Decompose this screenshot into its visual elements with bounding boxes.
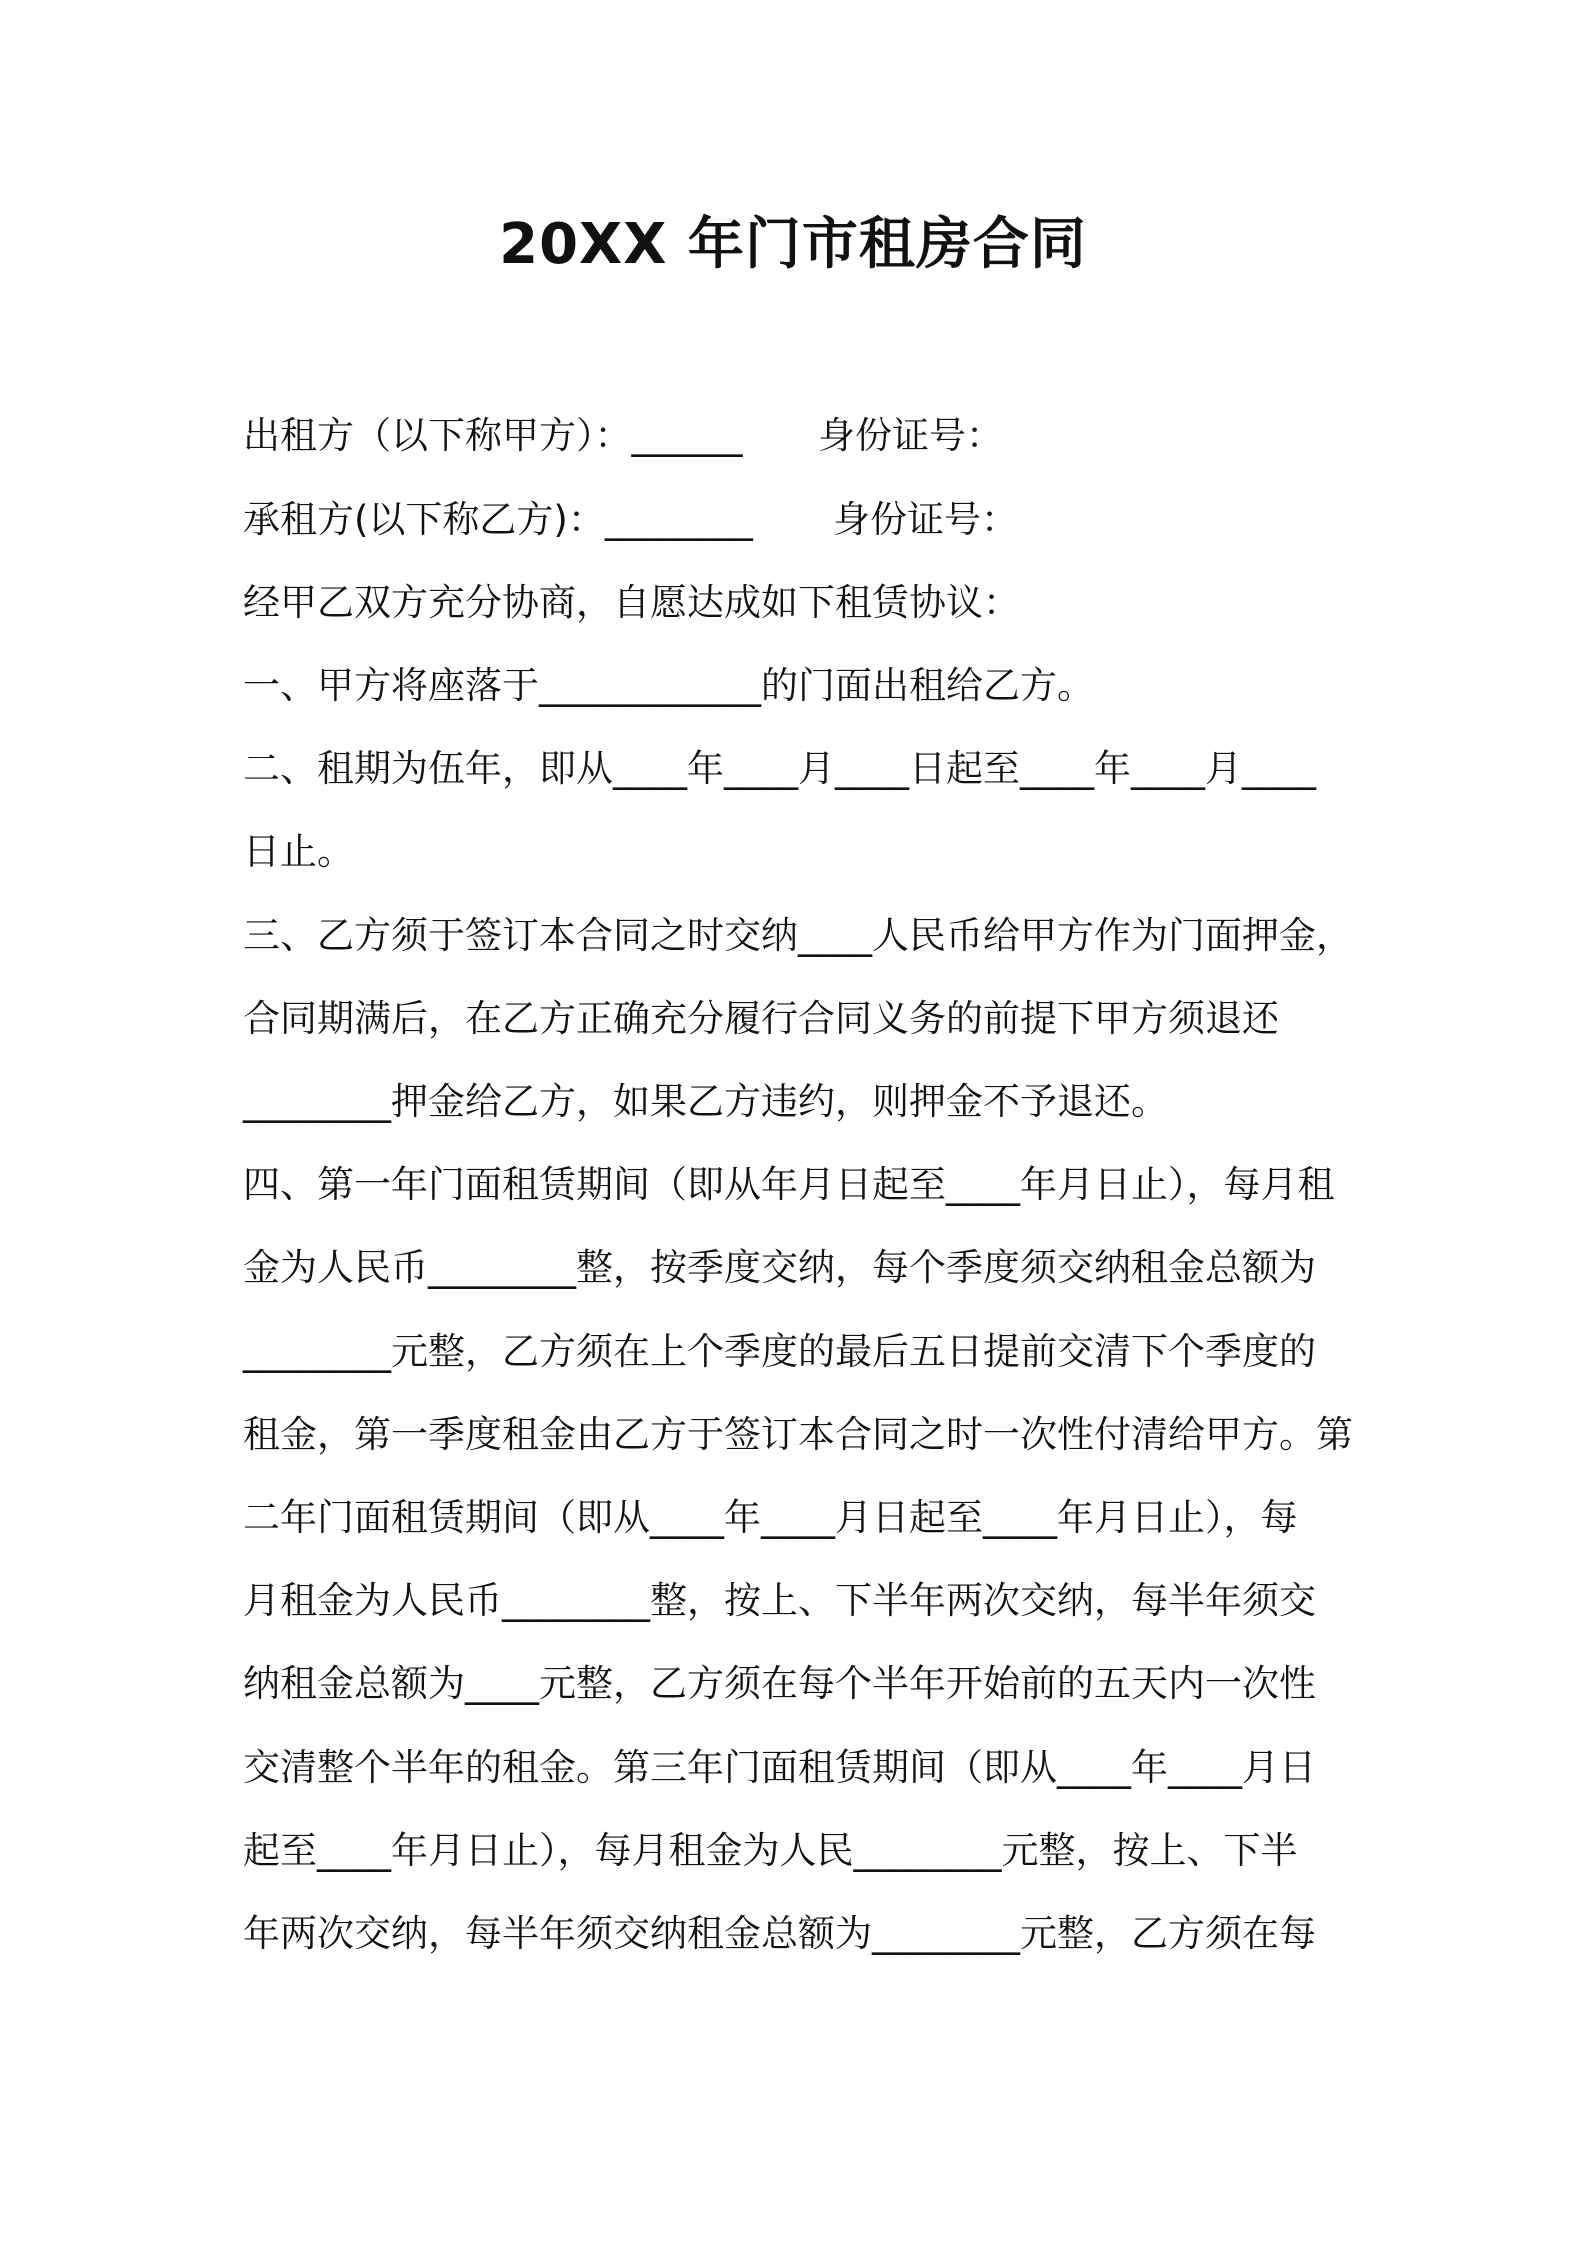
party-a-id-label: 身份证号： [818, 414, 1003, 457]
body-line: 起至____年月日止），每月租金为人民________元整，按上、下半 [243, 1829, 1298, 1872]
body-line: 一、甲方将座落于____________的门面出租给乙方。 [243, 664, 1094, 707]
body-line: 租金，第一季度租金由乙方于签订本合同之时一次性付清给甲方。第 [243, 1413, 1353, 1456]
body-line: 月租金为人民币________整，按上、下半年两次交纳，每半年须交 [243, 1579, 1316, 1622]
body-line: 金为人民币________整，按季度交纳，每个季度须交纳租金总额为 [243, 1246, 1316, 1289]
body-line: 纳租金总额为____元整，乙方须在每个半年开始前的五天内一次性 [243, 1662, 1316, 1705]
body-line: 二、租期为伍年，即从____年____月____日起至____年____月____ [243, 747, 1316, 790]
document-title: 20XX 年门市租房合同 [499, 212, 1087, 277]
party-b-id-label: 身份证号： [833, 498, 1018, 541]
body-line: 合同期满后，在乙方正确充分履行合同义务的前提下甲方须退还 [243, 997, 1279, 1040]
body-line: 交清整个半年的租金。第三年门面租赁期间（即从____年____月日 [243, 1746, 1316, 1789]
body-line: 年两次交纳，每半年须交纳租金总额为________元整，乙方须在每 [243, 1912, 1316, 1955]
party-a-label: 出租方（以下称甲方）：______ [243, 414, 743, 457]
body-line: 日止。 [243, 830, 354, 873]
body-line: 三、乙方须于签订本合同之时交纳____人民币给甲方作为门面押金， [243, 914, 1353, 957]
body-line: ________押金给乙方，如果乙方违约，则押金不予退还。 [243, 1080, 1168, 1123]
body-line: 经甲乙双方充分协商，自愿达成如下租赁协议： [243, 581, 1020, 624]
body-line: ________元整，乙方须在上个季度的最后五日提前交清下个季度的 [243, 1330, 1316, 1373]
party-b-label: 承租方(以下称乙方)：________ [243, 498, 753, 541]
body-line: 四、第一年门面租赁期间（即从年月日起至____年月日止），每月租 [243, 1163, 1335, 1206]
body-line: 二年门面租赁期间（即从____年____月日起至____年月日止），每 [243, 1496, 1298, 1539]
